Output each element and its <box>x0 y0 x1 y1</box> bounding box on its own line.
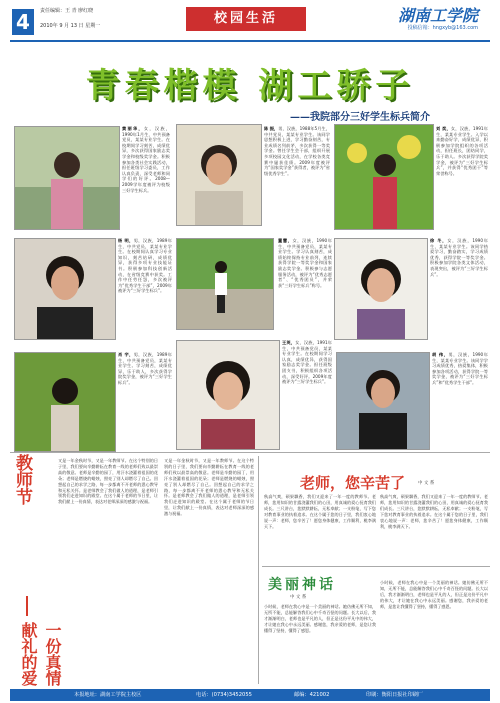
teachers-day-sidebar <box>10 454 62 694</box>
profile-photo-5 <box>176 238 274 330</box>
paper-name: 湖南工学院 <box>397 6 478 25</box>
profile-photo-2 <box>176 124 262 226</box>
feature-headline: 青春楷模 湖工骄子 <box>85 66 415 106</box>
profile-text-6: 徐 冬，女，汉族，1990年生，某某专业学生。该同学热爱学习，勤奋踏实，学习成绩优秀，获得学院一等奖学金。积极参加学院各类文体活动，表现突出，被评为“三好学生标兵”。 <box>430 238 488 277</box>
sidebar-dash <box>26 596 28 616</box>
profile-text-3: 刘 奕，女，汉族，1991年生，某某专业学生。入学以来勤奋好学，成绩优异，积极参加学院组织的各项活动，担任班长，团结同学，乐于助人。多次获得学院奖学金，被评为“三好学生标兵”，并获得“优秀团干”等荣誉称号。 <box>436 126 488 176</box>
article-title-thanks: 老师，您辛苦了 <box>300 474 406 492</box>
profile-photo-7 <box>14 352 116 452</box>
article-body-myth-col2: 小时候，老师在我心中是一个美丽的神话。她仿佛无所不知，无所不能，总能解答我们心中千奇百怪的问题。长大以后，我才渐渐明白，老师也是平凡的人，但正是这份平凡中的伟大，才让她在我心中永远美丽。感谢您，我亲爱的老师，是您让我懂得了坚持，懂得了感恩。 <box>380 580 488 609</box>
teachers-day-article-col1: 又是一年金秋时节，又是一年教师节。在这个特别的日子里，我们要向辛勤耕耘在教育一线的老师们致以最崇高的敬意。老师是辛勤的园丁，用汗水浇灌着祖国的花朵；老师是燃烧的蜡烛，照亮了别人却燃尽了自己。回想起自己的求学之路，每一步都离不开老师的悉心教导和无私关怀。是老师教会了我们做人的道理，是老师引领我们走进知识的殿堂。在这个属于老师的节日里，让我们献上一份真情，表达对老师深深的感激与祝福。 <box>58 458 158 505</box>
masthead-rule <box>10 40 490 42</box>
profile-text-9: 胡 伟，男，汉族，1990年生，某某专业学生。该同学学习成绩优秀，热爱集体，积极参加各项活动，获得学院一等奖学金，被评为“三好学生标兵”和“优秀学生干部”。 <box>432 352 488 385</box>
profile-photo-9 <box>336 352 430 450</box>
article-byline-thanks: 中 文 系 <box>418 481 435 486</box>
editor-line: 责任编辑：王 青 廖红晓 <box>40 8 94 14</box>
profile-photo-1 <box>14 126 120 230</box>
profile-text-7: 肖 宇，男，汉族，1989年生，中共预备党员，某某专业学生。学习刻苦，成绩优异，乐于助人，多次获得学院奖学金，被评为“三好学生标兵”。 <box>118 352 172 385</box>
footer-postcode: 邮编：421002 <box>294 692 330 698</box>
article-body-myth-col1: 小时候，老师在我心中是一个美丽的神话。她仿佛无所不知，无所不能，总能解答我们心中千奇百怪的问题。长大以后，我才渐渐明白，老师也是平凡的人，但正是这份平凡中的伟大，才让她在我心中永远美丽。感谢您，我亲爱的老师，是您让我懂得了坚持，懂得了感恩。 <box>264 604 376 633</box>
date-line: 2010年 9 月 13 日 星期一 <box>40 23 101 29</box>
article-body-thanks-col1: 秋高气爽，硕果飘香，我们又迎来了一年一度的教师节。老师，您用知识的甘露浇灌我们的心田，用真诚的爱心抚育我们成长。三尺讲台，您默默耕耘，无私奉献；一支粉笔，写下您对教育事业的执着追求。在这个属于您的日子里，我们衷心地说一声：老师，您辛苦了！愿您身体健康，工作顺利，桃李满天下。 <box>264 494 376 529</box>
article-body-thanks-col2: 秋高气爽，硕果飘香，我们又迎来了一年一度的教师节。老师，您用知识的甘露浇灌我们的心田，用真诚的爱心抚育我们成长。三尺讲台，您默默耕耘，无私奉献；一支粉笔，写下您对教育事业的执着追求。在这个属于您的日子里，我们衷心地说一声：老师，您辛苦了！愿您身体健康，工作顺利，桃李满天下。 <box>380 494 488 529</box>
profile-text-5: 董慧，女，汉族，1990年生，中共预备党员，某某专业学生。学习认真刻苦，成绩始终保持专业前列，连续获得学院一等奖学金和国家励志奖学金。积极参与志愿服务活动，被评为“优秀志愿者”、“优秀团员”，并荣获“三好学生标兵”称号。 <box>278 238 332 288</box>
teachers-day-article-col2: 又是一年金秋时节，又是一年教师节。在这个特别的日子里，我们要向辛勤耕耘在教育一线的老师们致以最崇高的敬意。老师是辛勤的园丁，用汗水浇灌着祖国的花朵；老师是燃烧的蜡烛，照亮了别人却燃尽了自己。回想起自己的求学之路，每一步都离不开老师的悉心教导和无私关怀。是老师教会了我们做人的道理，是老师引领我们走进知识的殿堂。在这个属于老师的节日里，让我们献上一份真情，表达对老师深深的感激与祝福。 <box>164 458 254 517</box>
footer-bar <box>10 689 490 701</box>
footer-printer: 印刷：衡阳日报社印刷厂 <box>366 692 424 698</box>
sidebar-title-part1: 教师节 <box>12 454 32 505</box>
footer-phone: 电话：(0734)3452055 <box>196 692 252 698</box>
profile-text-1: 黄丽华，女，汉族，1990年1月生，中共预备党员，某某专业学生。在校期间学习刻苦，成绩优异，多次获得国家励志奖学金和校级奖学金。积极参加各类社会实践活动，担任班级学习委员，工作认真负责，深受老师和同学们的好评。2008—2009学年度被评为校级三好学生标兵。 <box>122 126 170 193</box>
feature-subhead: ——我院部分三好学生标兵简介 <box>290 112 430 123</box>
profile-text-8: 王英，女，汉族，1991年生，中共预备党员，某某专业学生。在校期间学习认真，成绩优异，获得国家励志奖学金。担任班级团支书，积极组织各项活动，深受好评。2009年度被评为“三好学生标兵”。 <box>282 340 332 385</box>
profile-photo-3 <box>334 124 434 230</box>
contribution-email: 投稿信箱：hngxyb@163.com <box>407 25 478 31</box>
profile-photo-8 <box>176 340 280 450</box>
column-divider <box>258 456 259 684</box>
article-title-myth: 美丽神话 <box>268 577 336 593</box>
page-number: 4 <box>12 9 34 35</box>
footer-address: 本报地址：湖南工学院主校区 <box>74 692 142 698</box>
sidebar-title-part2: 一份真情献礼的爱 <box>19 622 62 686</box>
profile-text-2: 陈 振，男，汉族，1988年5月生，中共党员，某某专业学生。该同学思想积极上进，学习勤奋刻苦，专业成绩名列前茅，多次获得一等奖学金。曾任学生会干部，组织开展多项校园文化活动，在学校各类竞赛中屡获佳绩。2009年度被评为“国家奖学金”获得者，被评为“省级优秀学生”。 <box>264 126 330 176</box>
article-divider <box>262 566 490 567</box>
masthead <box>0 0 500 44</box>
section-title: 校园生活 <box>186 7 306 31</box>
section-divider <box>10 452 490 453</box>
article-byline-myth: 中 文 系 <box>290 595 307 600</box>
profile-photo-6 <box>334 238 428 340</box>
profile-text-4: 杨 明，男，汉族，1989年生，中共党员，某某专业学生。在校期间认真学习专业知识，刻苦钻研，成绩优异，获得多项专业技能证书。积极参加科技创新活动，在省级竞赛中获奖。工作中任劳任怨，多次被评为“优秀学生干部”，2009年被评为“三好学生标兵”。 <box>118 238 172 294</box>
profile-photo-4 <box>14 238 116 340</box>
